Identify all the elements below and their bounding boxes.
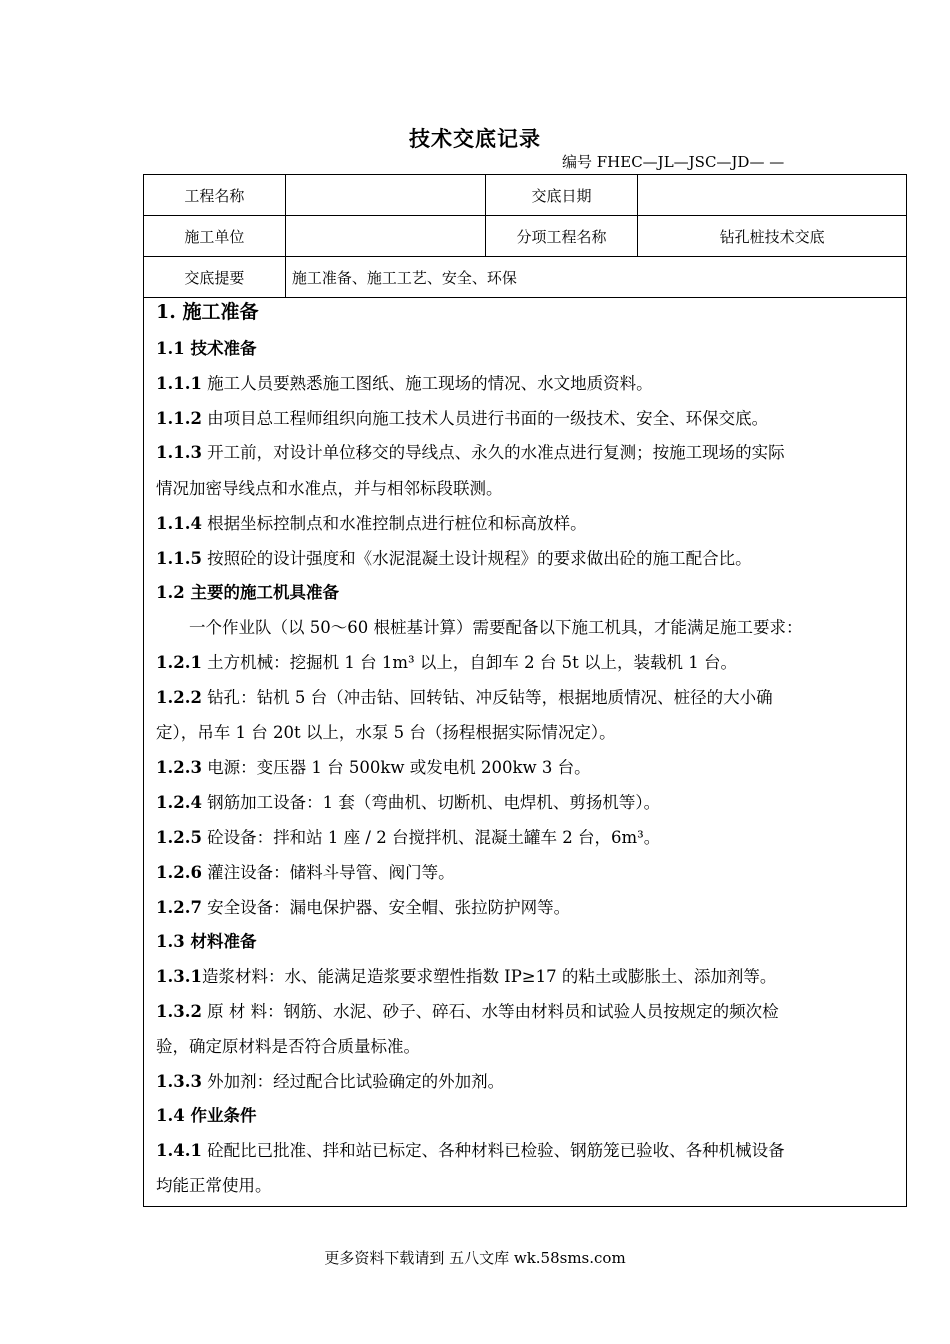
item-number: 1.2.3: [156, 758, 202, 777]
project-name-label: 工程名称: [144, 175, 286, 216]
item-text: 砼设备：拌和站 1 座 / 2 台搅拌机、混凝土罐车 2 台，6m³。: [201, 828, 661, 847]
paragraph: [156, 684, 773, 708]
item-text: 钢筋加工设备：1 套（弯曲机、切断机、电焊机、剪扬机等）。: [201, 793, 661, 812]
paragraph: [156, 859, 455, 883]
paragraph: [156, 754, 591, 778]
project-name-value: [285, 175, 485, 216]
date-label: 交底日期: [485, 175, 638, 216]
paragraph: [156, 649, 737, 673]
paragraph: [156, 1137, 785, 1161]
item-number: 1.2.7: [156, 898, 202, 917]
item-number: 1.2.6: [156, 863, 202, 882]
item-number: 1.3.1: [156, 967, 202, 986]
paragraph: [156, 789, 660, 813]
footer-text: 更多资料下载请到 五八文库 wk.58sms.com: [324, 1249, 626, 1267]
item-number: 1.2.1: [156, 653, 202, 672]
item-text: 开工前，对设计单位移交的导线点、永久的水准点进行复测；按施工现场的实际: [201, 443, 785, 462]
paragraph-continuation: 验，确定原材料是否符合质量标准。: [156, 1037, 420, 1056]
item-text: 施工人员要熟悉施工图纸、施工现场的情况、水文地质资料。: [201, 374, 653, 393]
summary-value: 施工准备、施工工艺、安全、环保: [285, 257, 906, 298]
item-number: 1.1.1: [156, 374, 202, 393]
paragraph: [156, 439, 785, 463]
paragraph: [156, 963, 776, 987]
paragraph-continuation: 均能正常使用。: [156, 1176, 272, 1195]
summary-label: 交底提要: [144, 257, 286, 298]
item-text: 根据坐标控制点和水准控制点进行桩位和标高放样。: [201, 514, 587, 533]
item-number: 1.1.5: [156, 549, 202, 568]
item-text: 电源：变压器 1 台 500kw 或发电机 200kw 3 台。: [201, 758, 591, 777]
item-number: 1.3.3: [156, 1072, 202, 1091]
date-value: [638, 175, 907, 216]
content-body: [143, 295, 907, 1207]
item-text: 原 材 料：钢筋、水泥、砂子、碎石、水等由材料员和试验人员按规定的频次检: [201, 1002, 779, 1021]
item-text: 灌注设备：储料斗导管、阀门等。: [201, 863, 455, 882]
item-text: 安全设备：漏电保护器、安全帽、张拉防护网等。: [201, 898, 571, 917]
section-heading: 1. 施工准备: [156, 301, 259, 323]
item-text: 由项目总工程师组织向施工技术人员进行书面的一级技术、安全、环保交底。: [201, 409, 769, 428]
table-row: [144, 257, 907, 298]
unit-value: [285, 216, 485, 257]
document-number: 编号 FHEC—JL—JSC—JD— —: [562, 153, 785, 171]
paragraph-continuation: 定），吊车 1 台 20t 以上，水泵 5 台（扬程根据实际情况定）。: [156, 723, 616, 742]
item-number: 1.1.4: [156, 514, 202, 533]
paragraph-continuation: 情况加密导线点和水准点，并与相邻标段联测。: [156, 479, 503, 498]
item-text: 砼配比已批准、拌和站已标定、各种材料已检验、钢筋笼已验收、各种机械设备: [201, 1141, 785, 1160]
table-row: [144, 175, 907, 216]
item-number: 1.2.2: [156, 688, 202, 707]
paragraph: [156, 824, 660, 848]
item-text: 按照砼的设计强度和《水泥混凝土设计规程》的要求做出砼的施工配合比。: [201, 549, 752, 568]
paragraph: [156, 1068, 504, 1092]
item-number: 1.3.2: [156, 1002, 202, 1021]
document-title: 技术交底记录: [409, 126, 541, 151]
paragraph: [156, 894, 570, 918]
paragraph: 一个作业队（以 50～60 根桩基计算）需要配备以下施工机具，才能满足施工要求：: [189, 618, 803, 637]
item-text: 土方机械：挖掘机 1 台 1m³ 以上，自卸车 2 台 5t 以上，装载机 1 台。: [201, 653, 738, 672]
table-row: [144, 216, 907, 257]
item-number: 1.1.2: [156, 409, 202, 428]
paragraph: [156, 545, 752, 569]
paragraph: [156, 510, 587, 534]
sub-project-label: 分项工程名称: [485, 216, 638, 257]
paragraph: [156, 405, 768, 429]
paragraph: [156, 998, 779, 1022]
paragraph: [156, 370, 653, 394]
item-number: 1.2.4: [156, 793, 202, 812]
subsection-heading: 1.2 主要的施工机具准备: [156, 583, 339, 602]
header-table: [143, 174, 907, 298]
item-number: 1.4.1: [156, 1141, 202, 1160]
unit-label: 施工单位: [144, 216, 286, 257]
subsection-heading: 1.4 作业条件: [156, 1106, 257, 1125]
item-number: 1.1.3: [156, 443, 202, 462]
item-text: 造浆材料：水、能满足造浆要求塑性指数 IP≥17 的粘土或膨胀土、添加剂等。: [201, 967, 777, 986]
subsection-heading: 1.3 材料准备: [156, 932, 257, 951]
item-text: 钻孔：钻机 5 台（冲击钻、回转钻、冲反钻等，根据地质情况、桩径的大小确: [201, 688, 773, 707]
subsection-heading: 1.1 技术准备: [156, 339, 257, 358]
item-number: 1.2.5: [156, 828, 202, 847]
item-text: 外加剂：经过配合比试验确定的外加剂。: [201, 1072, 505, 1091]
sub-project-value: 钻孔桩技术交底: [638, 216, 907, 257]
